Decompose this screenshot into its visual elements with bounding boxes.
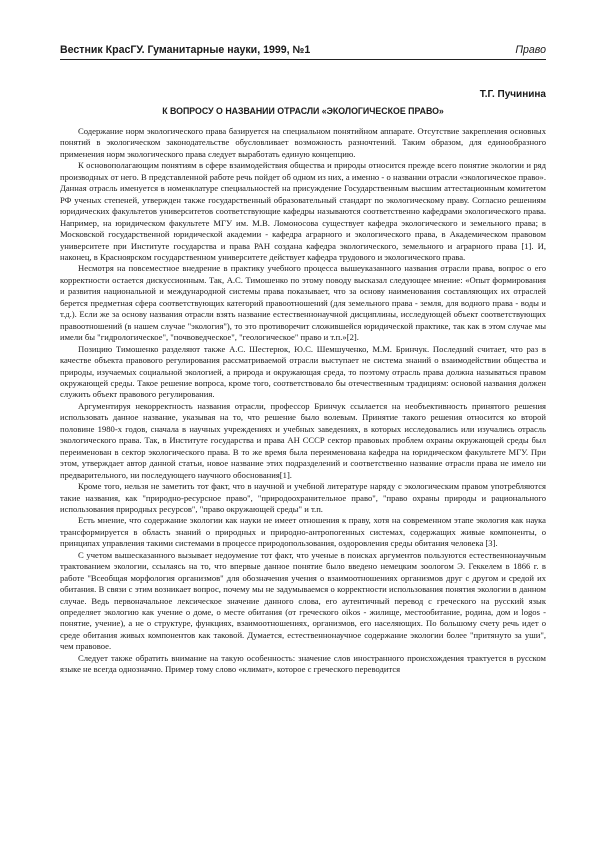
paragraph: Несмотря на повсеместное внедрение в практику учебного процесса вышеуказанного названия отрасли права, вопрос о его корректности остается дискуссионным. Так, А.С. Тимошенко по этому поводу высказал следующее мнение: «Опыт формирования и развития национальной и международной системы права показывает, что за основу наименования составляющих их отраслей берется предметная сфера соответствующих категорий правоотношений (для земельного права - земля, для водного права - воды и т.д.). Если же за основу названия отрасли взять название естественнонаучной дисциплины, исследующей объект соответствующих правоотношений (в нашем случае "экология"), то это противоречит сложившейся юридической практике, так как в этом случае мы имели бы "гидрологическое", "почвоведческое", "геологическое" право и т.п.»[2].: [60, 263, 546, 343]
running-header: [60, 43, 546, 57]
paragraph: Содержание норм экологического права базируется на специальном понятийном аппарате. Отсутствие закрепления основных понятий в экологическом законодательстве обусловливает возможность разночтений. Таким образом, для единообразного применения норм экологического права следует выработать единую концепцию.: [60, 126, 546, 159]
paragraph: Следует также обратить внимание на такую особенность: значение слов иностранного происхождения трактуется в русском языке не всегда однозначно. Пример тому слово «климат», которое с греческого переводится: [60, 652, 546, 675]
paragraph: Кроме того, нельзя не заметить тот факт, что в научной и учебной литературе наряду с экологическим правом употребляются такие названия, как "природно-ресурсное право", "природоохранительное право", "право охраны природы и рационального использования природных ресурсов", "право окружающей среды" и т.п.: [60, 481, 546, 514]
paragraph: Аргументируя некорректность названия отрасли, профессор Бринчук ссылается на необъективность принятого решения использовать данное название, указывая на то, что решение было волевым. Принятие такого решения относится ко второй половине 1980-х годов, сначала в научных учреждениях и учебных заведениях, в которых исследовались или изучались отрасль экологического права. Так, в Институте государства и права АН СССР сектор правовых проблем охраны окружающей среды был переименован в сектор экологического права. В то же время была переименована кафедра на юридическом факультете МГУ. При этом, утверждает автор данной статьи, новое название этих подразделений и соответственно название отрасли права не имело ни предварительного, ни последующего научного обоснования[1].: [60, 400, 546, 480]
paragraph: К основополагающим понятиям в сфере взаимодействия общества и природы относится прежде всего понятие экологии и ряд производных от него. В представленной работе речь пойдет об одном из них, а именно - о названии отрасли «экологическое право». Данная отрасль именуется в номенклатуре специальностей на присуждение Государственным высшим аттестационным комитетом РФ ученых степеней, утвержден также государственный образовательный стандарт по экологическому праву. Согласно решениям юридических факультетов университетов соответствующие кафедры называются соответственно кафедрами экологического права. Например, на юридическом факультете МГУ им. М.В. Ломоносова существует кафедра экологического и земельного права; в Московской государственной юридической академии - кафедра аграрного и экологического права, в Академическом правовом университете при Институте государства и права РАН создана кафедра экологического, земельного и аграрного права [1]. И, наконец, в Красноярском государственном университете действует кафедра трудового и экологического права.: [60, 160, 546, 262]
article-body: [60, 126, 546, 838]
author-name: Т.Г. Пучинина: [479, 89, 546, 100]
journal-title: Вестник КрасГУ. Гуманитарные науки, 1999, №1: [60, 44, 311, 56]
header-rule: [60, 59, 546, 60]
paragraph: Есть мнение, что содержание экологии как науки не имеет отношения к праву, хотя на современном этапе экология как наука трансформируется в область знаний о природных и природно-антропогенных системах, содержащих живые компоненты, о принципах управления такими системами в процессе природопользования, оздоровления среды обитания человека [3].: [60, 515, 546, 549]
section-name: Право: [515, 44, 546, 56]
article-title: К ВОПРОСУ О НАЗВАНИИ ОТРАСЛИ «ЭКОЛОГИЧЕСКОЕ ПРАВО»: [162, 106, 444, 116]
paragraph: Позицию Тимошенко разделяют также А.С. Шестерюк, Ю.С. Шемшученко, М.М. Бринчук. Последний считает, что раз в качестве объекта правового регулирования рассматриваемой отрасли выступает не система знаний о взаимодействии общества и природы, изучаемых социальной экологией, а природа и окружающая среда, то поэтому отрасль права должна называться правом окружающей среды. Такое решение вопроса, кроме того, соответствовало бы отечественным традициям: основой названия должен служить объект правового регулирования.: [60, 343, 546, 400]
paragraph: С учетом вышесказанного вызывает недоумение тот факт, что ученые в поисках аргументов пользуются естественнонаучным трактованием экологии, ссылаясь на то, что впервые данное понятие было введено немецким зоологом Э. Геккелем в 1866 г. в работе "Всеобщая морфология организмов" для обозначения учения о взаимоотношениях организмов друг с другом и средой их обитания. В связи с этим возникает вопрос, почему мы не задумываемся о корректности использования понятия экологии в данном случае. Ведь первоначальное лексическое значение данного слова, его аутентичный перевод с греческого на русский язык определяет экологию как учение о доме, о месте обитания (от греческого oikos - жилище, местообитание, родина, дом и logos - понятие, учение), а не о структуре, функциях, взаимоотношениях, организмов, его населяющих. По большому счету речь идет о среде обитания живых компонентов как таковой. Думается, естественнонаучное содержание экологии более "притянуто за уши", чем правовое.: [60, 549, 546, 652]
